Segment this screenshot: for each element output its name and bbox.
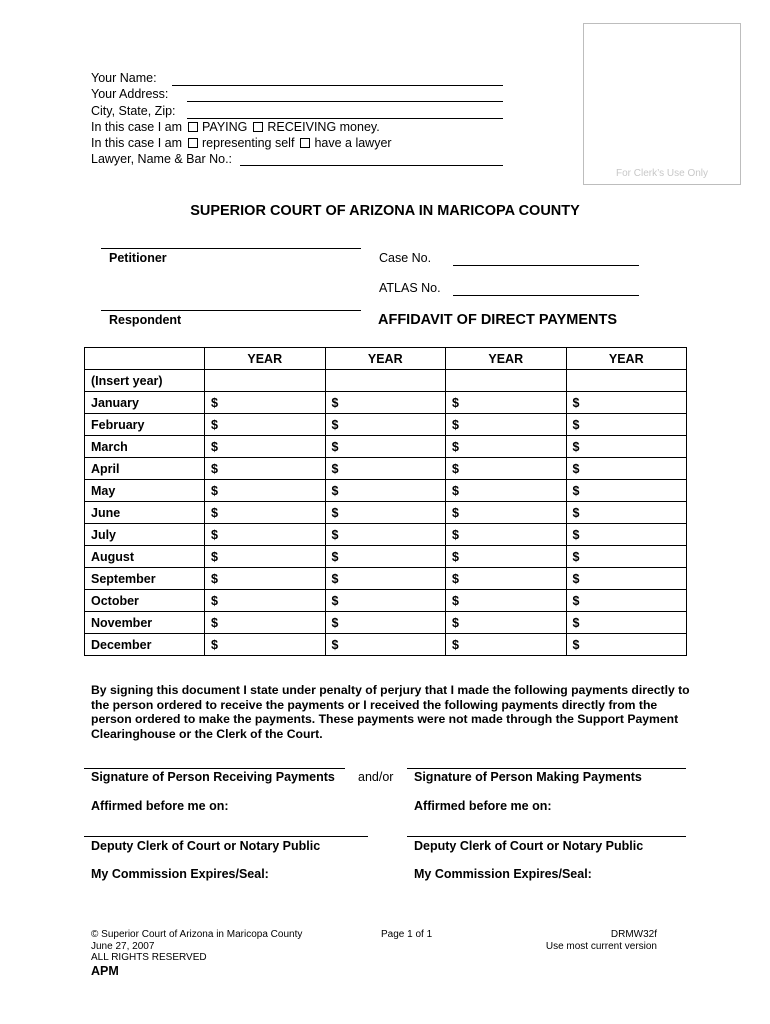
amount-cell[interactable]: $ bbox=[325, 524, 446, 546]
table-row bbox=[85, 458, 687, 480]
year-header: YEAR bbox=[205, 348, 326, 370]
deputy-right-label: Deputy Clerk of Court or Notary Public bbox=[414, 839, 644, 853]
footer-right bbox=[546, 929, 657, 952]
year-header-row bbox=[85, 348, 687, 370]
table-row bbox=[85, 480, 687, 502]
footer-page: Page 1 of 1 bbox=[381, 929, 433, 940]
month-label: May bbox=[85, 480, 205, 502]
amount-cell[interactable]: $ bbox=[566, 634, 687, 656]
amount-cell[interactable]: $ bbox=[205, 568, 326, 590]
table-row bbox=[85, 568, 687, 590]
representing-self-label: representing self bbox=[202, 136, 295, 150]
amount-cell[interactable]: $ bbox=[205, 612, 326, 634]
amount-cell[interactable]: $ bbox=[446, 524, 567, 546]
amount-cell[interactable]: $ bbox=[205, 590, 326, 612]
amount-cell[interactable]: $ bbox=[566, 480, 687, 502]
amount-cell[interactable]: $ bbox=[566, 414, 687, 436]
representation-row bbox=[91, 135, 392, 151]
document-title: AFFIDAVIT OF DIRECT PAYMENTS bbox=[378, 312, 617, 328]
representing-self-checkbox[interactable] bbox=[188, 138, 198, 148]
blank-header-cell bbox=[85, 348, 205, 370]
footer-copyright: © Superior Court of Arizona in Maricopa County bbox=[91, 929, 303, 940]
amount-cell[interactable]: $ bbox=[566, 568, 687, 590]
amount-cell[interactable]: $ bbox=[566, 392, 687, 414]
year-input-cell[interactable] bbox=[325, 370, 446, 392]
month-label: January bbox=[85, 392, 205, 414]
commission-right-label: My Commission Expires/Seal: bbox=[414, 867, 592, 881]
paying-checkbox[interactable] bbox=[188, 122, 198, 132]
table-row bbox=[85, 524, 687, 546]
month-label: October bbox=[85, 590, 205, 612]
amount-cell[interactable]: $ bbox=[205, 480, 326, 502]
year-header: YEAR bbox=[566, 348, 687, 370]
amount-cell[interactable]: $ bbox=[446, 546, 567, 568]
amount-cell[interactable]: $ bbox=[566, 590, 687, 612]
insert-year-row bbox=[85, 370, 687, 392]
table-row bbox=[85, 546, 687, 568]
month-label: August bbox=[85, 546, 205, 568]
footer-left bbox=[91, 929, 302, 979]
amount-cell[interactable]: $ bbox=[205, 458, 326, 480]
commission-left-label: My Commission Expires/Seal: bbox=[91, 867, 269, 881]
amount-cell[interactable]: $ bbox=[205, 436, 326, 458]
amount-cell[interactable]: $ bbox=[205, 392, 326, 414]
amount-cell[interactable]: $ bbox=[446, 634, 567, 656]
affirmed-left-label: Affirmed before me on: bbox=[91, 799, 229, 813]
footer-rights: ALL RIGHTS RESERVED bbox=[91, 952, 207, 963]
amount-cell[interactable]: $ bbox=[566, 502, 687, 524]
receiving-checkbox[interactable] bbox=[253, 122, 263, 132]
footer-code: APM bbox=[91, 963, 119, 978]
deputy-left-label: Deputy Clerk of Court or Notary Public bbox=[91, 839, 321, 853]
insert-year-label: (Insert year) bbox=[85, 370, 205, 392]
amount-cell[interactable]: $ bbox=[446, 392, 567, 414]
year-input-cell[interactable] bbox=[566, 370, 687, 392]
petitioner-line[interactable] bbox=[101, 248, 361, 249]
month-label: June bbox=[85, 502, 205, 524]
amount-cell[interactable]: $ bbox=[325, 568, 446, 590]
amount-cell[interactable]: $ bbox=[446, 590, 567, 612]
lawyer-bar-line[interactable] bbox=[240, 165, 503, 166]
table-row bbox=[85, 590, 687, 612]
month-label: September bbox=[85, 568, 205, 590]
amount-cell[interactable]: $ bbox=[566, 546, 687, 568]
payment-role-prefix: In this case I am bbox=[91, 120, 183, 134]
paying-label: PAYING bbox=[202, 120, 248, 134]
making-signature-line[interactable] bbox=[407, 768, 686, 769]
table-row bbox=[85, 612, 687, 634]
lawyer-bar-label: Lawyer, Name & Bar No.: bbox=[91, 152, 233, 166]
year-header: YEAR bbox=[325, 348, 446, 370]
respondent-line[interactable] bbox=[101, 310, 361, 311]
have-lawyer-label: have a lawyer bbox=[314, 136, 392, 150]
amount-cell[interactable]: $ bbox=[566, 436, 687, 458]
amount-cell[interactable]: $ bbox=[446, 568, 567, 590]
amount-cell[interactable]: $ bbox=[446, 612, 567, 634]
payments-table bbox=[84, 347, 687, 656]
clerk-use-label: For Clerk’s Use Only bbox=[615, 168, 709, 179]
amount-cell[interactable]: $ bbox=[205, 414, 326, 436]
amount-cell[interactable]: $ bbox=[325, 502, 446, 524]
table-row bbox=[85, 436, 687, 458]
your-address-label: Your Address: bbox=[91, 87, 169, 101]
penalty-statement: By signing this document I state under penalty of perjury that I made the following payments directly to the person ordered to receive the payments or I received the following payments directly from the person ordered to make the payments. These payments were not made through the Support Payment Clearinghouse or the Clerk of the Court. bbox=[91, 683, 690, 741]
atlas-no-label: ATLAS No. bbox=[379, 281, 441, 295]
amount-cell[interactable]: $ bbox=[205, 524, 326, 546]
amount-cell[interactable]: $ bbox=[325, 436, 446, 458]
deputy-right-line[interactable] bbox=[407, 836, 686, 837]
month-label: November bbox=[85, 612, 205, 634]
amount-cell[interactable]: $ bbox=[205, 546, 326, 568]
your-name-line[interactable] bbox=[172, 85, 503, 86]
year-header: YEAR bbox=[446, 348, 567, 370]
month-label: December bbox=[85, 634, 205, 656]
amount-cell[interactable]: $ bbox=[205, 502, 326, 524]
month-label: July bbox=[85, 524, 205, 546]
making-signature-label: Signature of Person Making Payments bbox=[414, 770, 642, 784]
month-label: February bbox=[85, 414, 205, 436]
atlas-no-line[interactable] bbox=[453, 295, 639, 296]
year-input-cell[interactable] bbox=[446, 370, 567, 392]
case-no-label: Case No. bbox=[379, 251, 432, 265]
your-name-label: Your Name: bbox=[91, 71, 157, 85]
amount-cell[interactable]: $ bbox=[325, 480, 446, 502]
amount-cell[interactable]: $ bbox=[566, 612, 687, 634]
petitioner-label: Petitioner bbox=[109, 251, 167, 265]
amount-cell[interactable]: $ bbox=[446, 414, 567, 436]
and-or-label: and/or bbox=[358, 770, 394, 784]
footer-form-id: DRMW32f bbox=[610, 929, 657, 940]
amount-cell[interactable]: $ bbox=[446, 436, 567, 458]
court-title: SUPERIOR COURT OF ARIZONA IN MARICOPA COUNTY bbox=[190, 203, 580, 219]
amount-cell[interactable]: $ bbox=[325, 590, 446, 612]
amount-cell[interactable]: $ bbox=[566, 458, 687, 480]
affirmed-right-label: Affirmed before me on: bbox=[414, 799, 552, 813]
amount-cell[interactable]: $ bbox=[566, 524, 687, 546]
amount-cell[interactable]: $ bbox=[446, 502, 567, 524]
year-input-cell[interactable] bbox=[205, 370, 326, 392]
representation-prefix: In this case I am bbox=[91, 136, 183, 150]
deputy-left-line[interactable] bbox=[84, 836, 368, 837]
amount-cell[interactable]: $ bbox=[446, 480, 567, 502]
amount-cell[interactable]: $ bbox=[325, 546, 446, 568]
amount-cell[interactable]: $ bbox=[446, 458, 567, 480]
payment-role-row bbox=[91, 119, 380, 135]
table-row bbox=[85, 414, 687, 436]
footer-date: June 27, 2007 bbox=[91, 940, 155, 952]
amount-cell[interactable]: $ bbox=[325, 392, 446, 414]
amount-cell[interactable]: $ bbox=[325, 612, 446, 634]
receiving-signature-label: Signature of Person Receiving Payments bbox=[91, 770, 335, 784]
receiving-signature-line[interactable] bbox=[84, 768, 345, 769]
table-row bbox=[85, 634, 687, 656]
amount-cell[interactable]: $ bbox=[325, 414, 446, 436]
city-state-zip-label: City, State, Zip: bbox=[91, 104, 176, 118]
case-no-line[interactable] bbox=[453, 265, 639, 266]
month-label: March bbox=[85, 436, 205, 458]
amount-cell[interactable]: $ bbox=[325, 458, 446, 480]
amount-cell[interactable]: $ bbox=[205, 634, 326, 656]
month-label: April bbox=[85, 458, 205, 480]
table-row bbox=[85, 392, 687, 414]
receiving-label: RECEIVING money. bbox=[267, 120, 380, 134]
footer-version-note: Use most current version bbox=[545, 940, 657, 952]
respondent-label: Respondent bbox=[109, 313, 182, 327]
table-row bbox=[85, 502, 687, 524]
clerk-use-box bbox=[583, 23, 741, 185]
have-lawyer-checkbox[interactable] bbox=[300, 138, 310, 148]
amount-cell[interactable]: $ bbox=[325, 634, 446, 656]
your-address-line[interactable] bbox=[187, 101, 503, 102]
